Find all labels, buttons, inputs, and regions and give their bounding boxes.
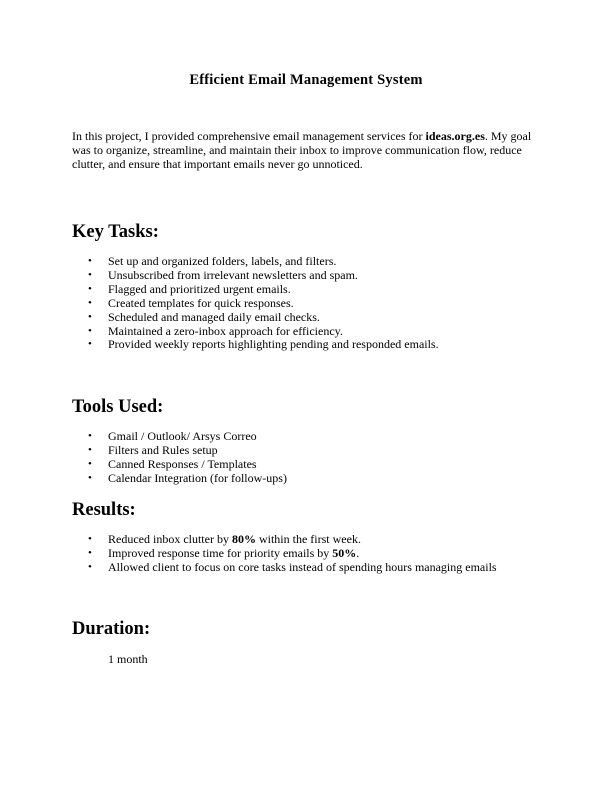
client-name: ideas.org.es: [425, 129, 485, 143]
intro-text-end: . My goal was to organize, streamline, and maintain their inbox to improve communication flow, reduce clutter, and ensure that important emails never go unnoticed.: [72, 129, 532, 172]
result-text: .: [356, 545, 360, 560]
result-metric: 50%: [332, 545, 357, 560]
result-text: Improved response time for priority emails by: [108, 545, 333, 560]
list-item: • Flagged and prioritized urgent emails.: [72, 283, 439, 297]
result-text: within the first week.: [255, 532, 361, 546]
list-item: [72, 547, 497, 561]
list-item: [72, 561, 497, 575]
list-item: • Calendar Integration (for follow-ups): [72, 472, 287, 486]
result-text: Reduced inbox clutter by: [108, 532, 232, 546]
list-item: • Gmail / Outlook/ Arsys Correo: [72, 430, 287, 444]
result-text: Allowed client to focus on core tasks instead of spending hours managing emails: [108, 559, 497, 574]
list-item: • Scheduled and managed daily email checks.: [72, 311, 439, 325]
tools-used-heading: Tools Used:: [72, 397, 164, 417]
list-item: [72, 533, 497, 547]
results-list: [72, 533, 497, 575]
list-item: • Provided weekly reports highlighting pending and responded emails.: [72, 338, 439, 352]
list-item: • Filters and Rules setup: [72, 444, 287, 458]
intro-text-start: In this project, I provided comprehensive email management services for: [72, 129, 426, 143]
duration-heading: Duration:: [72, 619, 151, 639]
list-item: • Unsubscribed from irrelevant newsletters and spam.: [72, 269, 439, 283]
key-tasks-heading: Key Tasks:: [72, 222, 159, 242]
duration-value: 1 month: [108, 652, 148, 666]
list-item: • Canned Responses / Templates: [72, 458, 287, 472]
intro-paragraph: [72, 129, 542, 172]
list-item: • Created templates for quick responses.: [72, 297, 439, 311]
list-item: • Maintained a zero-inbox approach for efficiency.: [72, 325, 439, 339]
key-tasks-list: [72, 255, 439, 352]
result-metric: 80%: [231, 532, 256, 546]
results-heading: Results:: [72, 500, 136, 520]
tools-used-list: [72, 430, 287, 486]
list-item: • Set up and organized folders, labels, and filters.: [72, 255, 439, 269]
document-title: Efficient Email Management System: [189, 72, 423, 88]
